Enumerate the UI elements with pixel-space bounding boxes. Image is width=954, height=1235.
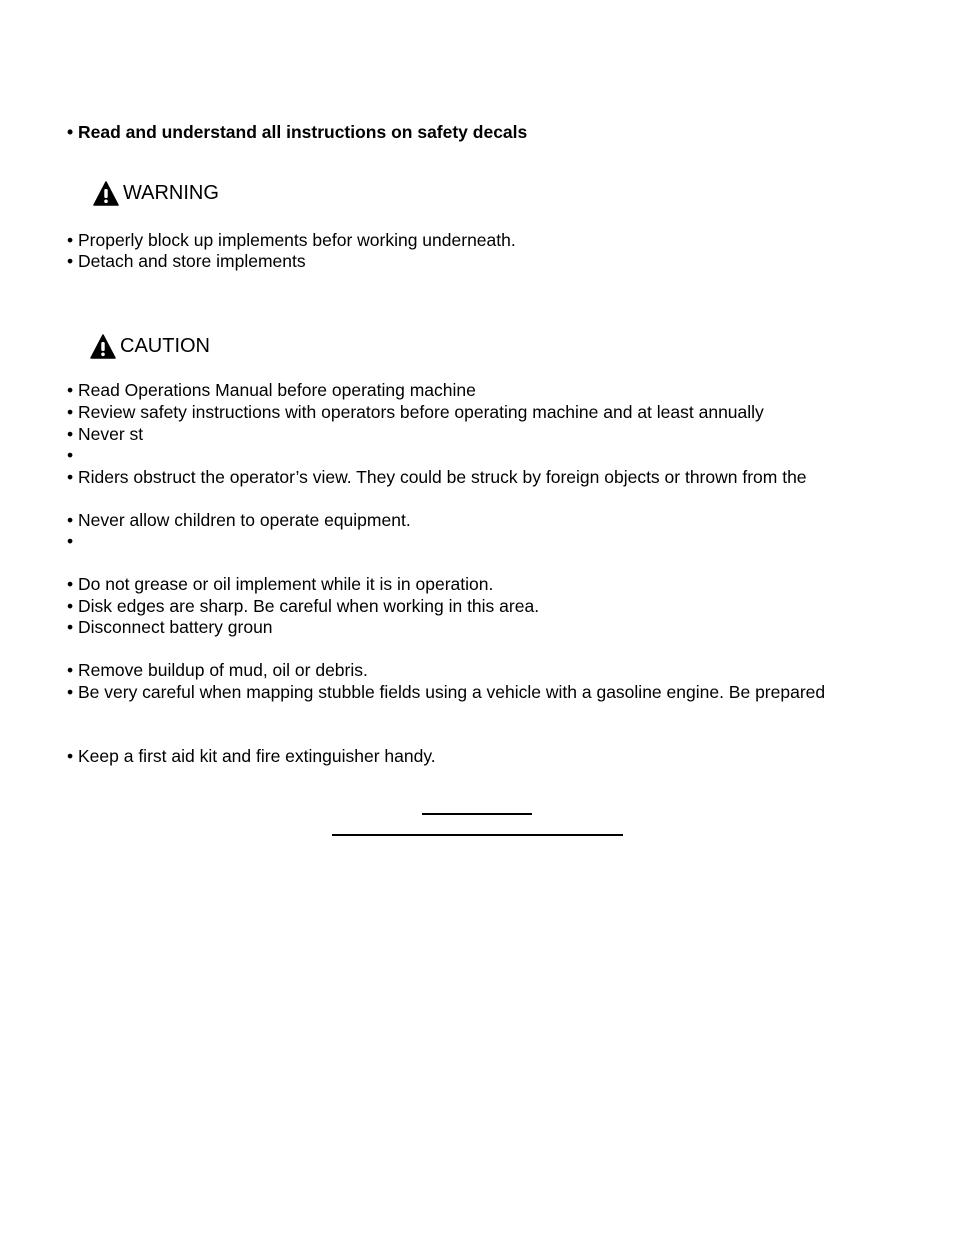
- intro-instruction: • Read and understand all instructions on safety decals: [67, 122, 528, 142]
- caution-item: • Disk edges are sharp. Be careful when working in this area.: [67, 596, 540, 616]
- short-divider-rule: [422, 813, 532, 815]
- warning-triangle-icon: [93, 181, 119, 206]
- caution-item: •: [67, 531, 74, 551]
- caution-item: • Do not grease or oil implement while it is in operation.: [67, 574, 494, 594]
- caution-heading-label: CAUTION: [120, 335, 210, 357]
- caution-heading: [90, 334, 210, 359]
- warning-triangle-icon: [90, 334, 116, 359]
- caution-item: • Never st: [67, 424, 144, 444]
- caution-item: • Disconnect battery groun: [67, 617, 273, 637]
- caution-item: • Be very careful when mapping stubble fields using a vehicle with a gasoline engine. Be prepared: [67, 682, 826, 702]
- caution-item: • Read Operations Manual before operating machine: [67, 380, 476, 400]
- warning-item: • Properly block up implements befor working underneath.: [67, 230, 516, 250]
- caution-item: • Review safety instructions with operators before operating machine and at least annually: [67, 402, 764, 422]
- long-divider-rule: [332, 834, 623, 836]
- caution-item: •: [67, 445, 74, 465]
- warning-heading-label: WARNING: [123, 182, 219, 204]
- warning-heading: [93, 181, 219, 206]
- caution-item: • Riders obstruct the operator’s view. They could be struck by foreign objects or thrown from the: [67, 467, 807, 487]
- caution-item: • Never allow children to operate equipment.: [67, 510, 411, 530]
- caution-item: • Keep a first aid kit and fire extinguisher handy.: [67, 746, 436, 766]
- caution-item: • Remove buildup of mud, oil or debris.: [67, 660, 368, 680]
- warning-item: • Detach and store implements: [67, 251, 306, 271]
